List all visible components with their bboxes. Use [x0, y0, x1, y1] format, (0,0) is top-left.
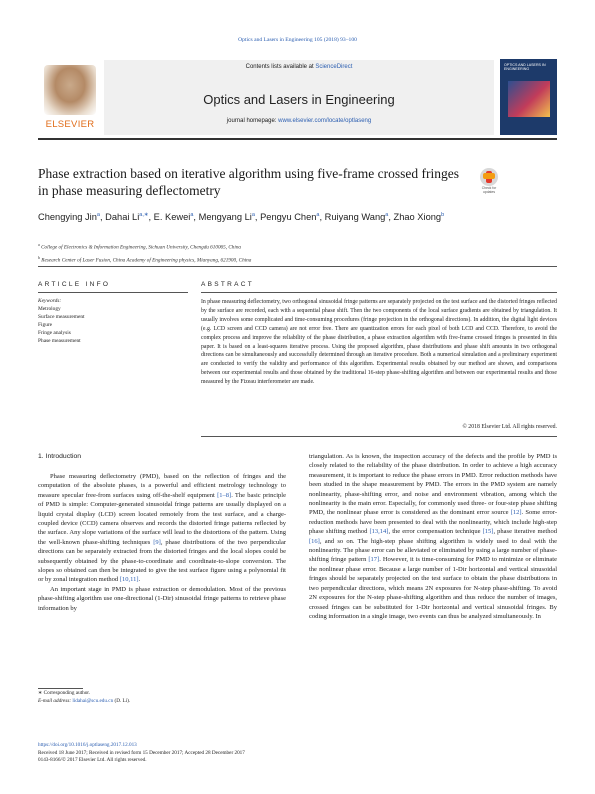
elsevier-tree-icon [44, 65, 96, 115]
body-right-column [309, 452, 557, 621]
corresponding-author-note: ∗ Corresponding author. [38, 690, 91, 696]
citation-link[interactable]: [15] [482, 528, 494, 536]
citation-link[interactable]: [17] [368, 556, 380, 564]
author-list: Chengying Jin$^a$, Dahai $Li^{a,∗}$, E. Kewei$^a$, Mengyang Li$^a$, Pengyu Chen$^a$, Ruiyang Wang$^a$, Zhao Xiong$^b$ [38, 212, 445, 223]
journal-cover-thumbnail[interactable] [500, 59, 557, 135]
issn-line: 0143-8166/© 2017 Elsevier Ltd. All rights reserved. [38, 757, 147, 764]
elsevier-logo[interactable] [38, 63, 102, 135]
paragraph: An important stage in PMD is phase extraction or demodulation. Most of the previous phase-shifting algorithm use one-directional (1-Dir) sinusoidal fringe patterns to retrieve phase information by [38, 585, 286, 612]
cover-image [508, 81, 550, 117]
author-name[interactable]: Zhao Xiong [393, 212, 442, 223]
homepage-line [104, 118, 494, 124]
abstract-end-divider [201, 436, 557, 437]
contents-line [104, 64, 494, 70]
author-name[interactable]: E. Kewei [153, 212, 191, 223]
introduction-heading: 1. Introduction [38, 453, 82, 460]
email-line: E-mail address: lidahai@scu.edu.cn (D. Li). [38, 698, 131, 704]
author-affil-marker[interactable]: a [190, 212, 194, 218]
abstract-copyright: © 2018 Elsevier Ltd. All rights reserved. [462, 424, 557, 430]
journal-reference[interactable]: Optics and Lasers in Engineering 105 (2018) 93–100 [238, 37, 357, 43]
keywords-block [38, 298, 188, 345]
affiliation-item: $^a$ College of Electronics & Information Engineering, Sichuan University, Chengdu 610065, China [38, 242, 242, 251]
author-name[interactable]: Ruiyang Wang [324, 212, 386, 223]
paragraph: Phase measuring deflectometry (PMD), based on the reflection of fringes and the computation of the absolute phases, is a powerful and efficient metrology technology to measure specular free-from surfaces using off-the-shelf equipment [1–8]. The basic principle of PMD is simple: Computer-generated sinusoidal fringe patterns are usually displayed on a liquid crystal display (LCD) screen located remotely from the test surface, and a charge-coupled device (CCD) camera observes and records the distorted fringe patterns reflected by the surface. Any slope variations of the surface will lead to the distortions of the pattern. Using the well-known phase-shifting techniques [9], phase distributions of the two perpendicular directions can be separately extracted from the distorted fringes and the local slopes could be subsequently obtained by the phase-to-coordinate and coordinate-to-slope conversion. The slopes so obtained can then be integrated to give the test surface figure using a polynomial fit or by zonal integration method [10,11]. [38, 473, 287, 584]
paragraph: triangulation. As is known, the inspection accuracy of the defects and the profile by PMD is closely related to the reliability of the phase distribution. In order to achieve a high accuracy measurement, it is important to reduce the phase errors in PMD. Error reduction methods have been studied in the shape measurement by PMD. The errors in the PMD system are namely nonlinearity, phase-shifting error, and noise and environment vibration, among which the nonlinearity is the main error. Especially, for commonly used three- or four-step phase shifting PMD, the nonlinear phase error is considered as the dominant error source [12]. Some error-reduction methods have been presented to deal with the nonlinearity, which include high-step phase shifting method [13,14], the error compensation technique [15], phase iterative method [16], and so on. The high-step phase shifting algorithm is widely used to deal with the nonlinearity. The phase error can be alleviated or eliminated by using a large number of phase-shifting fringe pattern [17]. However, it is time-consuming for PMD to minimize or eliminate the nonlinear phase error. Because a large number of 1-Dir horizontal and vertical sinusoidal fringes should be separately projected on the test surface to obtain the phase distributions in two perpendicular directions, which means 2N exposures for N-step phase-shifting. To avoid 2N exposures for the N-step phase-shifting algorithm and thus reduce the number of images, crossed fringes can be substituted for 1-Dir horizontal and vertical sinusoidal fringes. By coding information in a single image, two events can thus be analyzed simultaneously. In [309, 453, 557, 620]
contents-prefix: Contents lists available at [245, 64, 314, 70]
article-info-heading: ARTICLE INFO [38, 281, 111, 288]
citation-link[interactable]: [16] [309, 537, 320, 545]
keyword: Metrology [38, 305, 61, 312]
elsevier-wordmark: ELSEVIER [45, 119, 95, 130]
crossmark-label: Check for updates [481, 186, 497, 194]
email-link[interactable]: lidahai@scu.edu.cn [72, 698, 114, 704]
author-affil-marker[interactable]: a,∗ [139, 212, 149, 218]
affiliations [38, 240, 548, 265]
keyword: Figure [38, 321, 53, 328]
author-affil-marker[interactable]: a [316, 212, 320, 218]
keyword: Surface measurement [38, 313, 85, 320]
citation-link[interactable]: [10,11] [119, 576, 139, 584]
keyword: Fringe analysis [38, 329, 71, 336]
journal-title: Optics and Lasers in Engineering [203, 92, 395, 107]
author-name[interactable]: Dahai Li [105, 212, 140, 223]
article-info-divider [38, 292, 188, 293]
sciencedirect-link[interactable]: ScienceDirect [315, 64, 353, 70]
author-affil-marker[interactable]: b [441, 212, 445, 218]
abstract-divider [201, 292, 557, 293]
homepage-link[interactable]: www.elsevier.com/locate/optlaseng [278, 118, 372, 124]
body-left-column [38, 472, 286, 613]
publication-info [38, 742, 438, 765]
citation-link[interactable]: [12] [510, 509, 522, 517]
author-affil-marker[interactable]: a [385, 212, 389, 218]
abstract-heading: ABSTRACT [201, 281, 255, 288]
author-name[interactable]: Chengying Jin [38, 212, 97, 223]
received-dates: Received 18 June 2017; Received in revised form 15 December 2017; Accepted 28 December 2017 [38, 749, 245, 756]
crossmark-icon [480, 168, 498, 186]
author-name[interactable]: Mengyang Li [198, 212, 252, 223]
author-affil-marker[interactable]: a [96, 212, 100, 218]
citation-link[interactable]: [13,14] [369, 528, 389, 536]
header-divider [38, 138, 557, 140]
citation-link[interactable]: [9] [153, 538, 161, 546]
homepage-prefix: journal homepage: [226, 118, 277, 124]
citation-link[interactable]: [1–8] [217, 491, 232, 499]
doi-link[interactable]: https://doi.org/10.1016/j.optlaseng.2017.12.013 [38, 742, 137, 748]
keyword: Phase measurement [38, 337, 81, 344]
author-affil-marker[interactable]: a [251, 212, 255, 218]
section-divider [38, 266, 557, 267]
article-title: Phase extraction based on iterative algorithm using five-frame crossed fringes in phase measuring deflectometry [38, 166, 459, 198]
footnote [38, 689, 286, 705]
crossmark-badge[interactable] [478, 168, 500, 194]
cover-title: OPTICS AND LASERS IN ENGINEERING [504, 63, 546, 71]
keywords-label: Keywords: [38, 298, 62, 304]
affiliation-item: $^b$ Research Center of Laser Fusion, China Academy of Engineering physics, Mianyang, 621900, China [38, 254, 252, 264]
author-name[interactable]: Pengyu Chen [260, 212, 317, 223]
abstract-text: In phase measuring deflectometry, two orthogonal sinusoidal fringe patterns are separately projected on the test surface and the distorted fringes reflected by the surface are recorded, each with a sequential phase shift. Then the two components of the local surface gradients are obtained by triangulation. It usually involves some complicated and time-consuming procedures (fringe projection in the orthogonal directions). In addition, the digital light devices (e.g. LCD screen and CCD camera) are not error free. There are quantization errors for each pixel of both LCD and CCD. Therefore, to avoid the complex process and improve the reliability of the phase distribution, a phase extraction algorithm with five-frame crossed fringes is presented in this paper. It is based on a least-squares iterative process. Using the proposed algorithm, phase distributions and phase shift amounts in two orthogonal directions can be simultaneously and successfully determined through an iterative procedure. Both a numerical simulation and a preliminary experiment are conducted to verify the validity and performance of this algorithm. Experimental results obtained by our method are shown, and comparisons between our experimental results and those obtained by the traditional 16-step phase-shifting algorithm and between our experimental results and those measured by the Fizeau interferometer are made. [201, 299, 557, 386]
